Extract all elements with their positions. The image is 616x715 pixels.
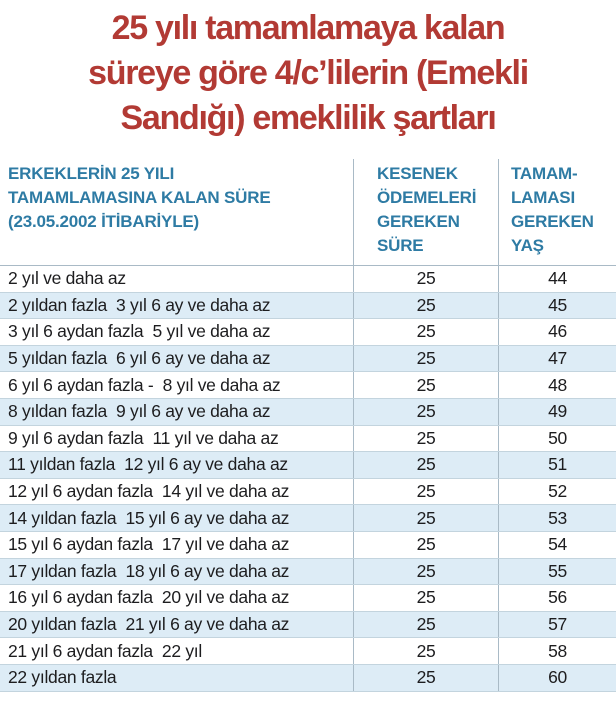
cell-kalan-sure: 21 yıl 6 aydan fazla 22 yıl	[8, 640, 202, 661]
table-row	[0, 372, 616, 399]
cell-kalan-sure: 15 yıl 6 aydan fazla 17 yıl ve daha az	[8, 534, 290, 555]
table-row	[0, 266, 616, 293]
cell-kesenek-sure: 25	[353, 479, 498, 505]
cell-kesenek-sure: 25	[353, 532, 498, 558]
table-header-row	[0, 159, 616, 266]
cell-kalan-sure: 5 yıldan fazla 6 yıl 6 ay ve daha az	[8, 348, 271, 369]
cell-gereken-yas: 48	[498, 372, 616, 398]
table-row	[0, 612, 616, 639]
cell-gereken-yas: 56	[498, 585, 616, 611]
cell-kalan-sure: 17 yıldan fazla 18 yıl 6 ay ve daha az	[8, 560, 290, 581]
cell-kalan-sure: 20 yıldan fazla 21 yıl 6 ay ve daha az	[8, 614, 290, 635]
table-row	[0, 452, 616, 479]
cell-gereken-yas: 57	[498, 612, 616, 638]
column-header-line: KESENEK	[377, 164, 458, 183]
cell-gereken-yas: 49	[498, 399, 616, 425]
table-row	[0, 559, 616, 586]
cell-kesenek-sure: 25	[353, 612, 498, 638]
table-row	[0, 426, 616, 453]
cell-kesenek-sure: 25	[353, 505, 498, 531]
cell-kesenek-sure: 25	[353, 665, 498, 691]
page-title	[0, 0, 616, 141]
column-header-line: TAMAMLAMASINA KALAN SÜRE	[8, 188, 271, 207]
column-header-line: GEREKEN	[511, 212, 594, 231]
cell-gereken-yas: 52	[498, 479, 616, 505]
cell-kesenek-sure: 25	[353, 293, 498, 319]
table-row	[0, 638, 616, 665]
cell-kesenek-sure: 25	[353, 319, 498, 345]
table-row	[0, 293, 616, 320]
cell-kalan-sure: 16 yıl 6 aydan fazla 20 yıl ve daha az	[8, 587, 290, 608]
table-row	[0, 585, 616, 612]
table-row	[0, 399, 616, 426]
column-header-kalan-sure	[0, 159, 353, 265]
page-title-line-1: 25 yılı tamamlamaya kalan	[111, 9, 505, 47]
retirement-conditions-table	[0, 159, 616, 692]
table-row	[0, 532, 616, 559]
cell-kalan-sure: 2 yıldan fazla 3 yıl 6 ay ve daha az	[8, 294, 271, 315]
cell-gereken-yas: 58	[498, 638, 616, 664]
cell-kesenek-sure: 25	[353, 399, 498, 425]
cell-kesenek-sure: 25	[353, 346, 498, 372]
column-header-line: (23.05.2002 İTİBARİYLE)	[8, 212, 199, 231]
column-header-line: YAŞ	[511, 236, 544, 255]
cell-kalan-sure: 14 yıldan fazla 15 yıl 6 ay ve daha az	[8, 507, 290, 528]
table-row	[0, 665, 616, 692]
cell-gereken-yas: 53	[498, 505, 616, 531]
cell-kesenek-sure: 25	[353, 559, 498, 585]
column-header-line: ÖDEMELERİ	[377, 188, 477, 207]
table-row	[0, 505, 616, 532]
page-title-line-3: Sandığı) emeklilik şartları	[120, 99, 496, 137]
column-header-line: LAMASI	[511, 188, 575, 207]
cell-kalan-sure: 6 yıl 6 aydan fazla - 8 yıl ve daha az	[8, 374, 281, 395]
cell-kalan-sure: 12 yıl 6 aydan fazla 14 yıl ve daha az	[8, 481, 290, 502]
cell-gereken-yas: 44	[498, 266, 616, 292]
cell-gereken-yas: 50	[498, 426, 616, 452]
cell-gereken-yas: 60	[498, 665, 616, 691]
column-header-line: SÜRE	[377, 236, 424, 255]
cell-kalan-sure: 8 yıldan fazla 9 yıl 6 ay ve daha az	[8, 401, 271, 422]
cell-gereken-yas: 47	[498, 346, 616, 372]
cell-gereken-yas: 45	[498, 293, 616, 319]
cell-gereken-yas: 54	[498, 532, 616, 558]
cell-gereken-yas: 46	[498, 319, 616, 345]
table-row	[0, 346, 616, 373]
column-header-line: TAMAM-	[511, 164, 578, 183]
cell-gereken-yas: 55	[498, 559, 616, 585]
table-body	[0, 266, 616, 692]
cell-kesenek-sure: 25	[353, 585, 498, 611]
cell-kesenek-sure: 25	[353, 638, 498, 664]
cell-kalan-sure: 9 yıl 6 aydan fazla 11 yıl ve daha az	[8, 427, 279, 448]
cell-kesenek-sure: 25	[353, 452, 498, 478]
cell-kalan-sure: 2 yıl ve daha az	[8, 268, 126, 289]
cell-kalan-sure: 3 yıl 6 aydan fazla 5 yıl ve daha az	[8, 321, 271, 342]
cell-kalan-sure: 11 yıldan fazla 12 yıl 6 ay ve daha az	[8, 454, 288, 475]
column-header-line: ERKEKLERİN 25 YILI	[8, 164, 175, 183]
cell-gereken-yas: 51	[498, 452, 616, 478]
cell-kalan-sure: 22 yıldan fazla	[8, 667, 117, 688]
column-header-kesenek-sure	[353, 159, 498, 265]
page-title-line-2: süreye göre 4/c’lilerin (Emekli	[88, 54, 528, 92]
column-header-gereken-yas	[498, 159, 616, 265]
column-header-line: GEREKEN	[377, 212, 460, 231]
cell-kesenek-sure: 25	[353, 266, 498, 292]
table-row	[0, 479, 616, 506]
table-row	[0, 319, 616, 346]
cell-kesenek-sure: 25	[353, 372, 498, 398]
cell-kesenek-sure: 25	[353, 426, 498, 452]
